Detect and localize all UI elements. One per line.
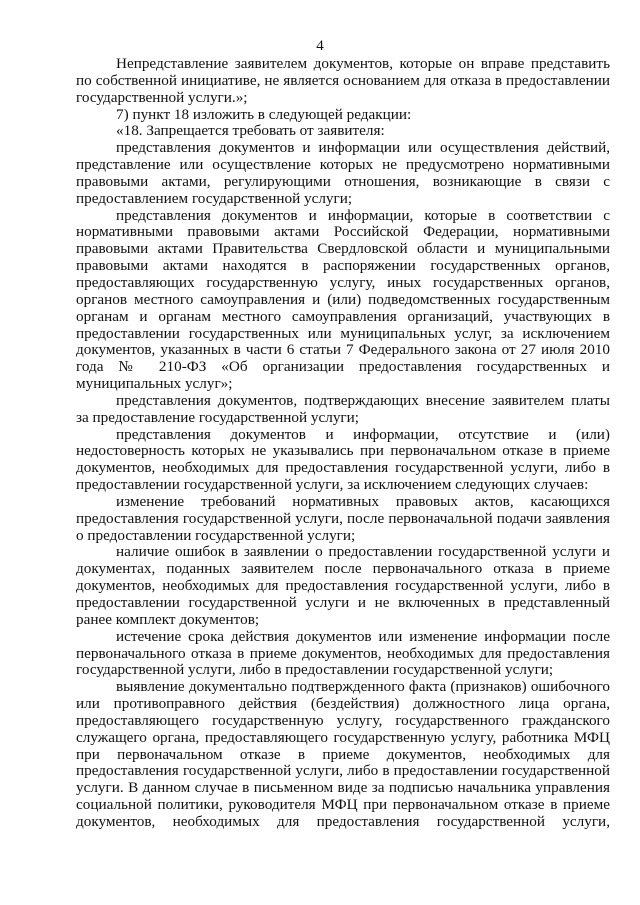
- paragraph-documents-actions: представления документов и информации или осуществления действий, представление или осуществление которых не предусмотрено нормативными правовыми актами, регулирующими отношения, возникающие в связи с предоставлением государственной услуги;: [76, 139, 610, 207]
- paragraph-item-7: 7) пункт 18 изложить в следующей редакции:: [116, 105, 412, 123]
- paragraph-application-errors: наличие ошибок в заявлении о предоставлении государственной услуги и документах, поданных заявителем после первоначального отказа в приеме документов, необходимых для предоставления государственной услуги, либо в предоставлении государственной услуги и не включенных в представленный ранее комплект документов;: [76, 543, 610, 628]
- paragraph-official-misconduct: выявление документально подтвержденного факта (признаков) ошибочного или противоправного действия (бездействия) должностного лица органа, предоставляющего государственную услугу, государственного гражданского служащего органа, предоставляющего государственную услугу, работника МФЦ при первоначальном отказе в приеме документов, необходимых для предоставления государственной услуги, либо в предоставлении государственной услуги. В данном случае в письменном виде за подписью начальника управления социальной политики, руководителя МФЦ при первоначальном отказе в приеме документов, необходимых для предоставления государственной услуги,: [76, 678, 610, 830]
- paragraph-expiry: истечение срока действия документов или изменение информации после первоначального отказа в приеме документов, необходимых для предоставления государственной услуги, либо в предоставлении государственной услуги;: [76, 627, 610, 679]
- page-number: 4: [316, 38, 324, 54]
- paragraph-documents-in-possession: представления документов и информации, которые в соответствии с нормативными правовыми актами Российской Федерации, нормативными правовыми актами Правительства Свердловской области и муниципальными правовыми актами находятся в распоряжении государственных органов, предоставляющих государственную услугу, иных государственных органов, органов местного самоуправления и (или) подведомственных государственным органам и органам местного самоуправления организаций, участвующих в предоставлении государственных или муниципальных услуг, за исключением документов, указанных в части 6 статьи 7 Федерального закона от 27 июля 2010 года № 210-ФЗ «Об организации предоставления государственных и муниципальных услуг»;: [76, 206, 610, 393]
- paragraph-payment-documents: представления документов, подтверждающих внесение заявителем платы за предоставление государственной услуги;: [76, 391, 610, 426]
- paragraph-unreported-deficiencies: представления документов и информации, отсутствие и (или) недостоверность которых не указывались при первоначальном отказе в приеме документов, необходимых для предоставления государственной услуги, либо в предоставлении государственной услуги, за исключением следующих случаев:: [76, 425, 610, 494]
- paragraph-requirements-change: изменение требований нормативных правовых актов, касающихся предоставления государственной услуги, после первоначальной подачи заявления о предоставлении государственной услуги;: [76, 492, 610, 544]
- document-body: [76, 56, 610, 831]
- paragraph-item-18-heading: «18. Запрещается требовать от заявителя:: [116, 122, 385, 140]
- paragraph-non-submission: Непредставление заявителем документов, которые он вправе представить по собственной инициативе, не является основанием для отказа в предоставлении государственной услуги.»;: [76, 55, 610, 106]
